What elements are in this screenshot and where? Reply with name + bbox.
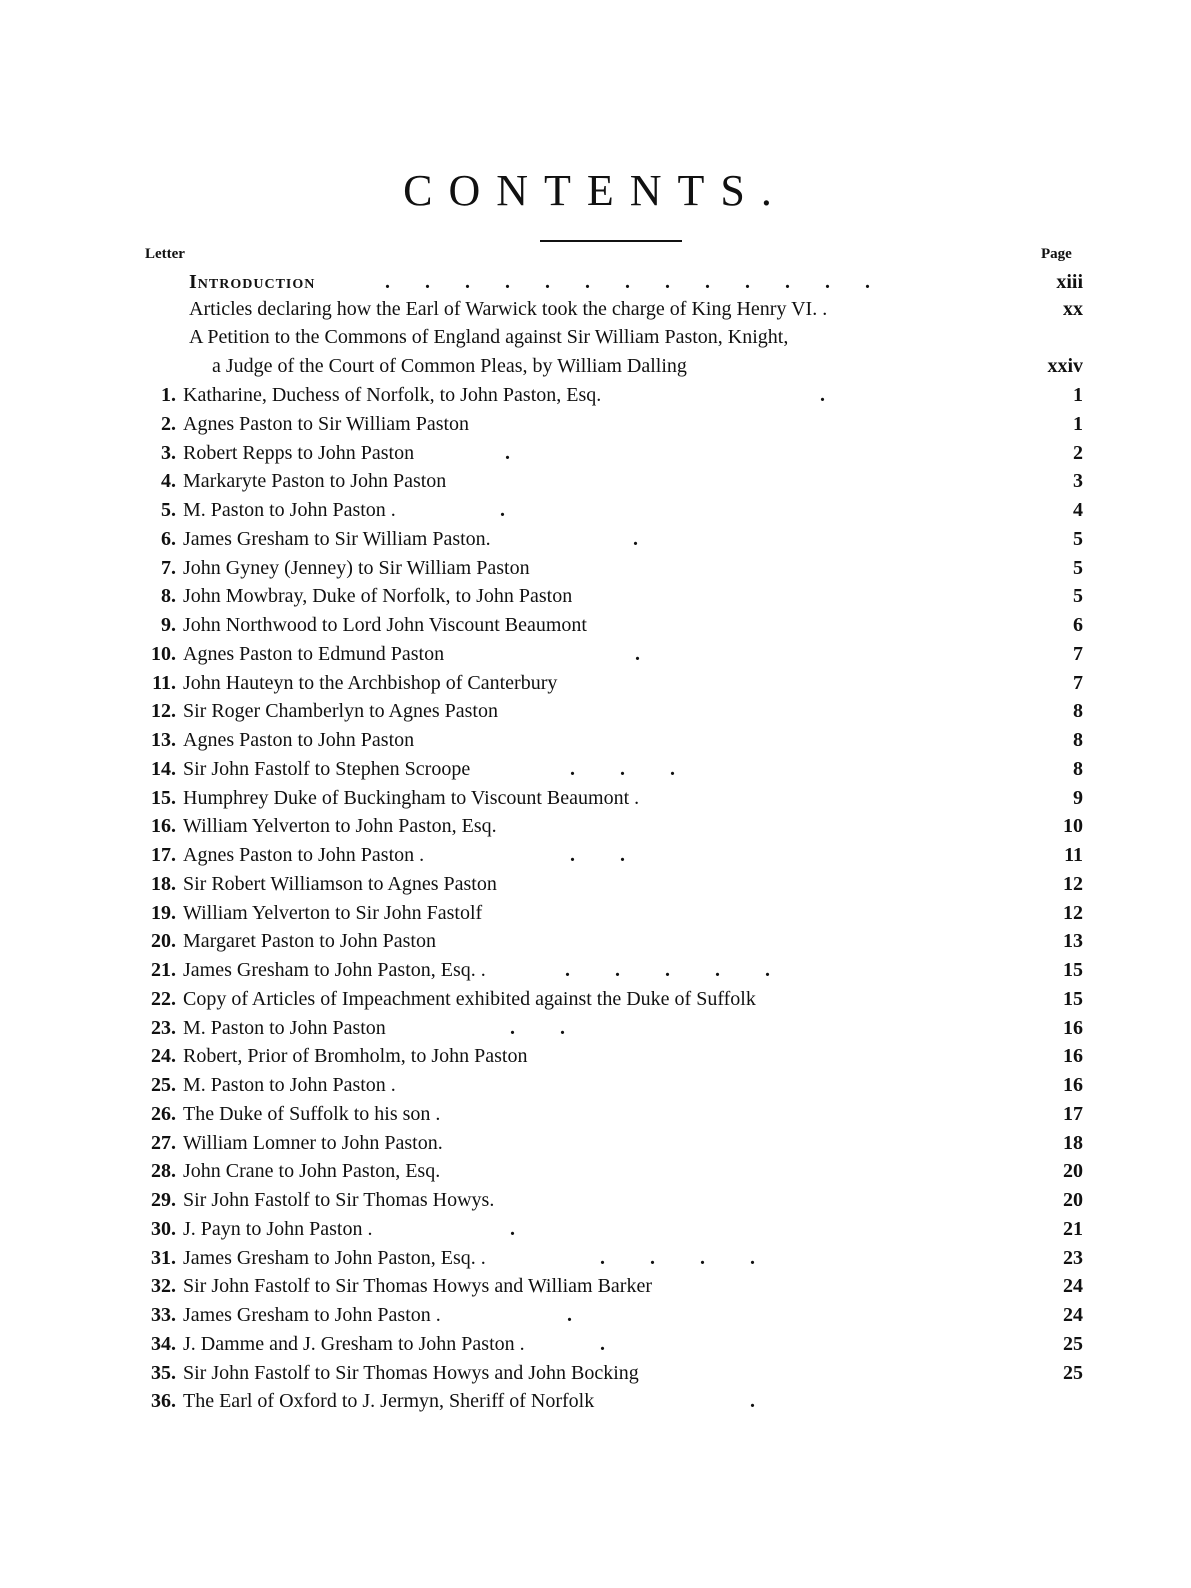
letter-number: 26. (151, 1102, 176, 1125)
entry-text: Sir John Fastolf to Sir Thomas Howys and John Bocking (183, 1361, 639, 1384)
entry-text: The Duke of Suffolk to his son . (183, 1102, 441, 1125)
entry-page: 5 (1073, 585, 1083, 608)
entry-text: M. Paston to John Paston . (183, 499, 396, 521)
entry-page: 9 (1073, 786, 1083, 809)
letter-number: 34. (151, 1332, 176, 1355)
entry-page: 1 (1073, 412, 1083, 435)
entry-page: 7 (1073, 671, 1083, 694)
letter-number: 21. (151, 959, 176, 981)
entry-text: John Mowbray, Duke of Norfolk, to John Paston (183, 585, 573, 608)
entry-text: Agnes Paston to John Paston . (183, 844, 425, 866)
letter-number: 25. (151, 1074, 176, 1096)
toc-entry (0, 1330, 1191, 1359)
entry-page: 11 (1064, 844, 1083, 866)
entry-text: Sir Roger Chamberlyn to Agnes Paston (183, 700, 498, 723)
leader-dots: . (750, 1390, 755, 1413)
entry-text: Agnes Paston to John Paston (183, 729, 415, 751)
leader-dots: . (567, 1304, 572, 1326)
entry-page: 5 (1073, 556, 1083, 579)
entry-text: M. Paston to John Paston . (183, 1074, 396, 1096)
entry-page: 1 (1073, 384, 1083, 406)
entry-page: 20 (1063, 1189, 1083, 1211)
entry-text: Articles declaring how the Earl of Warwick took the charge of King Henry VI. . (189, 298, 828, 320)
entry-text: Sir John Fastolf to Sir Thomas Howys and William Barker (183, 1275, 652, 1298)
entry-page: 4 (1073, 499, 1083, 521)
letter-number: 9. (161, 614, 176, 636)
entry-page: 12 (1063, 872, 1083, 895)
toc-entry (0, 784, 1191, 813)
entry-page: 20 (1063, 1160, 1083, 1183)
toc-entry (0, 1215, 1191, 1244)
toc-entry (0, 899, 1191, 928)
toc-entry-articles (0, 295, 1191, 324)
entry-page: 7 (1073, 642, 1083, 665)
entry-text: William Lomner to John Paston. (183, 1131, 443, 1154)
letter-number: 6. (161, 527, 176, 550)
entry-page: xx (1063, 298, 1083, 320)
leader-dots: . (633, 527, 638, 550)
toc-entry (0, 841, 1191, 870)
toc-entry (0, 1129, 1191, 1158)
entry-page: 23 (1063, 1246, 1083, 1269)
entry-text: Robert, Prior of Bromholm, to John Paston (183, 1045, 528, 1068)
letter-number: 20. (151, 930, 176, 953)
toc-entry (0, 496, 1191, 525)
letter-number: 14. (151, 757, 176, 780)
letter-number: 8. (161, 585, 176, 608)
toc-entry (0, 1157, 1191, 1186)
entry-text: James Gresham to John Paston, Esq. . (183, 959, 486, 981)
letter-number: 7. (161, 556, 176, 579)
page-column-header: Page (1041, 246, 1072, 262)
entry-page: 2 (1073, 441, 1083, 464)
leader-dots: . . . . . (565, 959, 770, 981)
toc-entry (0, 467, 1191, 496)
entry-text: Markaryte Paston to John Paston (183, 470, 447, 493)
entry-page: 15 (1063, 959, 1083, 981)
entry-page: xiii (1056, 271, 1083, 293)
letter-number: 19. (151, 901, 176, 924)
entry-text: Agnes Paston to Edmund Paston (183, 642, 445, 665)
leader-dots: . . . . (600, 1246, 755, 1269)
leader-dots: . (635, 642, 640, 665)
letter-number: 3. (161, 441, 176, 464)
entry-page: 8 (1073, 700, 1083, 723)
entry-text: John Crane to John Paston, Esq. (183, 1160, 441, 1183)
entry-page: 16 (1063, 1016, 1083, 1039)
letter-number: 12. (151, 700, 176, 723)
letter-number: 35. (151, 1361, 176, 1384)
entry-page: 10 (1063, 815, 1083, 838)
letter-number: 11. (152, 671, 176, 694)
entry-text: Copy of Articles of Impeachment exhibited against the Duke of Suffolk (183, 987, 756, 1010)
entry-page: 16 (1063, 1074, 1083, 1096)
leader-dots: . . . . . . . . . . . . . (385, 271, 870, 293)
letter-number: 30. (151, 1217, 176, 1240)
toc-entry (0, 640, 1191, 669)
entry-text: William Yelverton to Sir John Fastolf (183, 901, 483, 924)
toc-entry (0, 1301, 1191, 1330)
entry-text: The Earl of Oxford to J. Jermyn, Sheriff of Norfolk (183, 1390, 595, 1413)
toc-entry (0, 726, 1191, 755)
toc-entry (0, 927, 1191, 956)
entry-text: Sir John Fastolf to Sir Thomas Howys. (183, 1189, 495, 1211)
letter-number: 22. (151, 987, 176, 1010)
leader-dots: . . (570, 844, 625, 866)
entry-page: 8 (1073, 729, 1083, 751)
entry-page: 21 (1063, 1217, 1083, 1240)
toc-entry (0, 1387, 1191, 1416)
letter-number: 28. (151, 1160, 176, 1183)
entry-page: 8 (1073, 757, 1083, 780)
toc-entry (0, 812, 1191, 841)
leader-dots: . (820, 384, 825, 406)
leader-dots: . (600, 1332, 605, 1355)
letter-number: 29. (151, 1189, 176, 1211)
entry-text: John Northwood to Lord John Viscount Beaumont (183, 614, 587, 636)
leader-dots: . . . (570, 757, 675, 780)
toc-entry (0, 956, 1191, 985)
entry-page: 25 (1063, 1361, 1083, 1384)
letter-number: 10. (151, 642, 176, 665)
toc-entry (0, 1359, 1191, 1388)
entry-page: 12 (1063, 901, 1083, 924)
letter-number: 27. (151, 1131, 176, 1154)
toc-entry (0, 1042, 1191, 1071)
title-rule (540, 240, 682, 242)
entry-page: 18 (1063, 1131, 1083, 1154)
leader-dots: . (505, 441, 510, 464)
letter-number: 18. (151, 872, 176, 895)
entry-text: Agnes Paston to Sir William Paston (183, 412, 470, 435)
entry-text: Robert Repps to John Paston (183, 441, 415, 464)
entry-text: Sir Robert Williamson to Agnes Paston (183, 872, 497, 895)
toc-entry (0, 381, 1191, 410)
toc-entry (0, 1244, 1191, 1273)
letter-number: 17. (151, 844, 176, 866)
page-title: CONTENTS. (403, 166, 788, 215)
letter-number: 15. (151, 786, 176, 809)
letter-number: 36. (151, 1390, 176, 1413)
entry-text: Sir John Fastolf to Stephen Scroope (183, 757, 471, 780)
entry-text: Humphrey Duke of Buckingham to Viscount Beaumont . (183, 786, 640, 809)
entry-text: John Hauteyn to the Archbishop of Canterbury (183, 671, 558, 694)
letter-number: 2. (161, 412, 176, 435)
letter-number: 33. (151, 1304, 176, 1326)
toc-entry (0, 755, 1191, 784)
toc-entry (0, 410, 1191, 439)
entry-page: xxiv (1047, 355, 1083, 377)
toc-entry (0, 554, 1191, 583)
entry-text: James Gresham to John Paston . (183, 1304, 441, 1326)
leader-dots: . . (510, 1016, 565, 1039)
letter-number: 5. (161, 499, 176, 521)
leader-dots: . (510, 1217, 515, 1240)
toc-entry (0, 611, 1191, 640)
letter-column-header: Letter (145, 246, 185, 262)
toc-entry (0, 1100, 1191, 1129)
entry-text: James Gresham to John Paston, Esq. . (183, 1246, 486, 1269)
letter-number: 13. (151, 729, 176, 751)
toc-entry (0, 1014, 1191, 1043)
letter-number: 23. (151, 1016, 176, 1039)
entry-text: John Gyney (Jenney) to Sir William Paston (183, 556, 530, 579)
entry-text: a Judge of the Court of Common Pleas, by William Dalling (212, 355, 687, 377)
entry-text: Introduction (189, 271, 316, 293)
toc-entry (0, 1272, 1191, 1301)
entry-text: Margaret Paston to John Paston (183, 930, 436, 953)
entry-text: M. Paston to John Paston (183, 1016, 386, 1039)
toc-entry (0, 870, 1191, 899)
entry-page: 16 (1063, 1045, 1083, 1068)
entry-page: 25 (1063, 1332, 1083, 1355)
entry-text: James Gresham to Sir William Paston. (183, 527, 491, 550)
toc-entry-introduction (0, 268, 1191, 297)
letter-number: 31. (151, 1246, 176, 1269)
toc-entry (0, 697, 1191, 726)
entry-text: A Petition to the Commons of England against Sir William Paston, Knight, (189, 326, 789, 348)
letter-number: 4. (161, 470, 176, 493)
toc-entry (0, 525, 1191, 554)
entry-page: 15 (1063, 987, 1083, 1010)
entry-text: Katharine, Duchess of Norfolk, to John Paston, Esq. (183, 384, 602, 406)
toc-entry (0, 439, 1191, 468)
letter-number: 1. (161, 384, 176, 406)
letter-number: 16. (151, 815, 176, 838)
toc-entry-petition-cont (0, 352, 1191, 381)
letter-number: 24. (151, 1045, 176, 1068)
entry-page: 5 (1073, 527, 1083, 550)
entry-page: 17 (1063, 1102, 1083, 1125)
toc-entry (0, 1186, 1191, 1215)
entry-page: 6 (1073, 614, 1083, 636)
toc-entry (0, 669, 1191, 698)
entry-page: 24 (1063, 1304, 1083, 1326)
entry-page: 13 (1063, 930, 1083, 953)
entry-text: William Yelverton to John Paston, Esq. (183, 815, 497, 838)
entry-text: J. Payn to John Paston . (183, 1217, 373, 1240)
entry-page: 24 (1063, 1275, 1083, 1298)
toc-entry (0, 582, 1191, 611)
leader-dots: . (500, 499, 505, 521)
entry-page: 3 (1073, 470, 1083, 493)
entry-text: J. Damme and J. Gresham to John Paston . (183, 1332, 525, 1355)
toc-entry-petition (0, 323, 1191, 352)
toc-entry (0, 985, 1191, 1014)
toc-entry (0, 1071, 1191, 1100)
letter-number: 32. (151, 1275, 176, 1298)
